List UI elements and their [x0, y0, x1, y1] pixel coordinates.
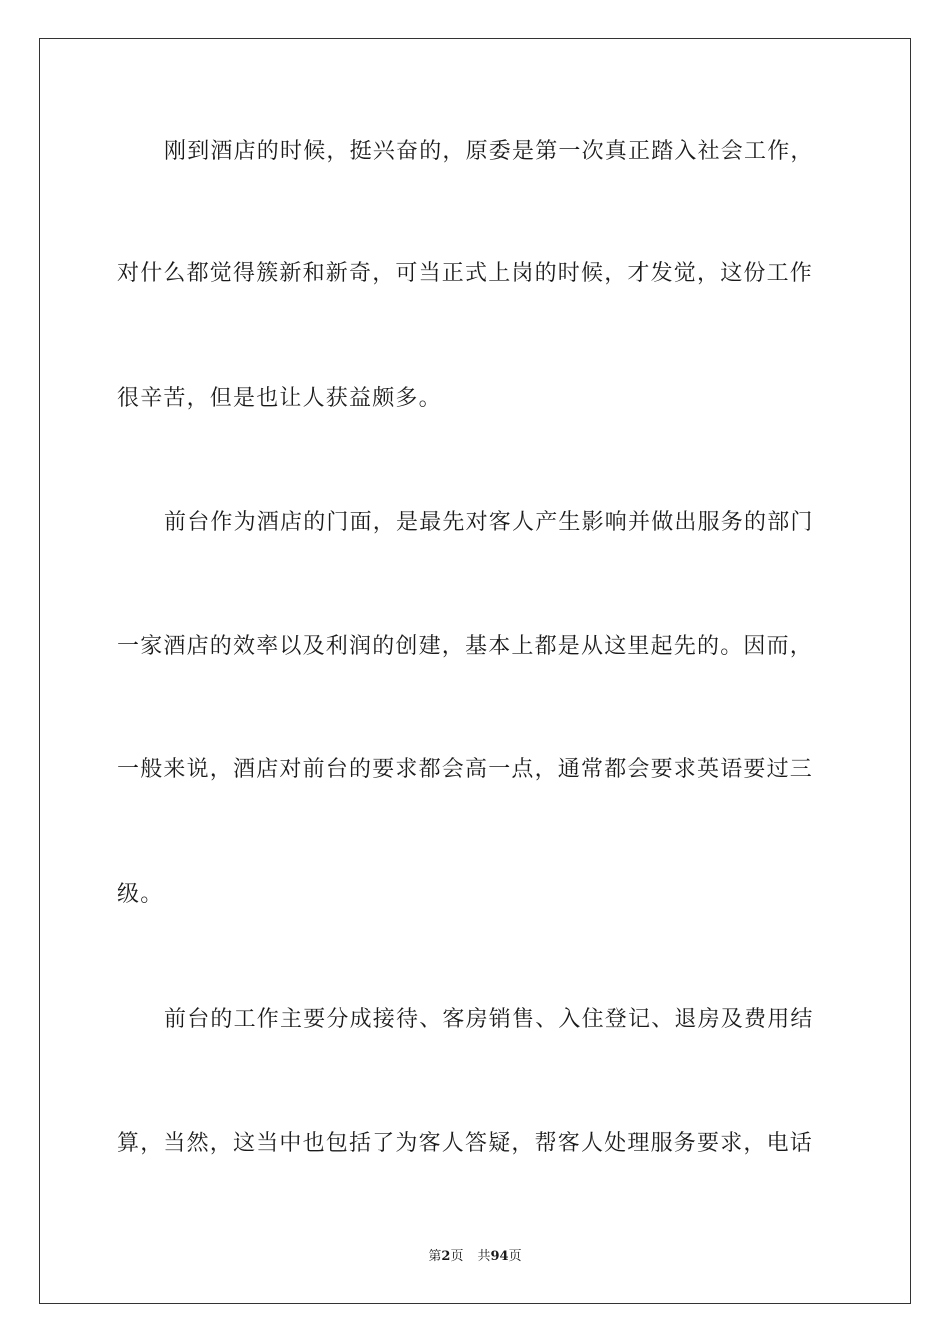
- total-label-prefix: 共: [477, 1249, 491, 1264]
- paragraph-2-line-3: 一般来说，酒店对前台的要求都会高一点，通常都会要求英语要过三: [117, 757, 814, 782]
- page-frame: [39, 38, 911, 1304]
- paragraph-2-line-4: 级。: [117, 882, 164, 907]
- page-footer: [0, 1248, 950, 1266]
- paragraph-1-line-1: 刚到酒店的时候，挺兴奋的，原委是第一次真正踏入社会工作，: [164, 139, 814, 164]
- page-label-prefix: 第: [428, 1249, 442, 1264]
- paragraph-3-line-1: 前台的工作主要分成接待、客房销售、入住登记、退房及费用结: [164, 1007, 814, 1032]
- total-pages-number: 94: [490, 1249, 509, 1264]
- paragraph-2-line-1: 前台作为酒店的门面，是最先对客人产生影响并做出服务的部门: [164, 510, 814, 535]
- total-label-suffix: 页: [508, 1249, 522, 1264]
- paragraph-1-line-2: 对什么都觉得簇新和新奇，可当正式上岗的时候，才发觉，这份工作: [117, 261, 814, 286]
- paragraph-1-line-3: 很辛苦，但是也让人获益颇多。: [117, 386, 442, 411]
- paragraph-2-line-2: 一家酒店的效率以及利润的创建，基本上都是从这里起先的。因而，: [117, 634, 814, 659]
- page-label-suffix: 页: [450, 1249, 464, 1264]
- paragraph-3-line-2: 算，当然，这当中也包括了为客人答疑，帮客人处理服务要求，电话: [117, 1131, 814, 1156]
- current-page-number: 2: [441, 1249, 451, 1264]
